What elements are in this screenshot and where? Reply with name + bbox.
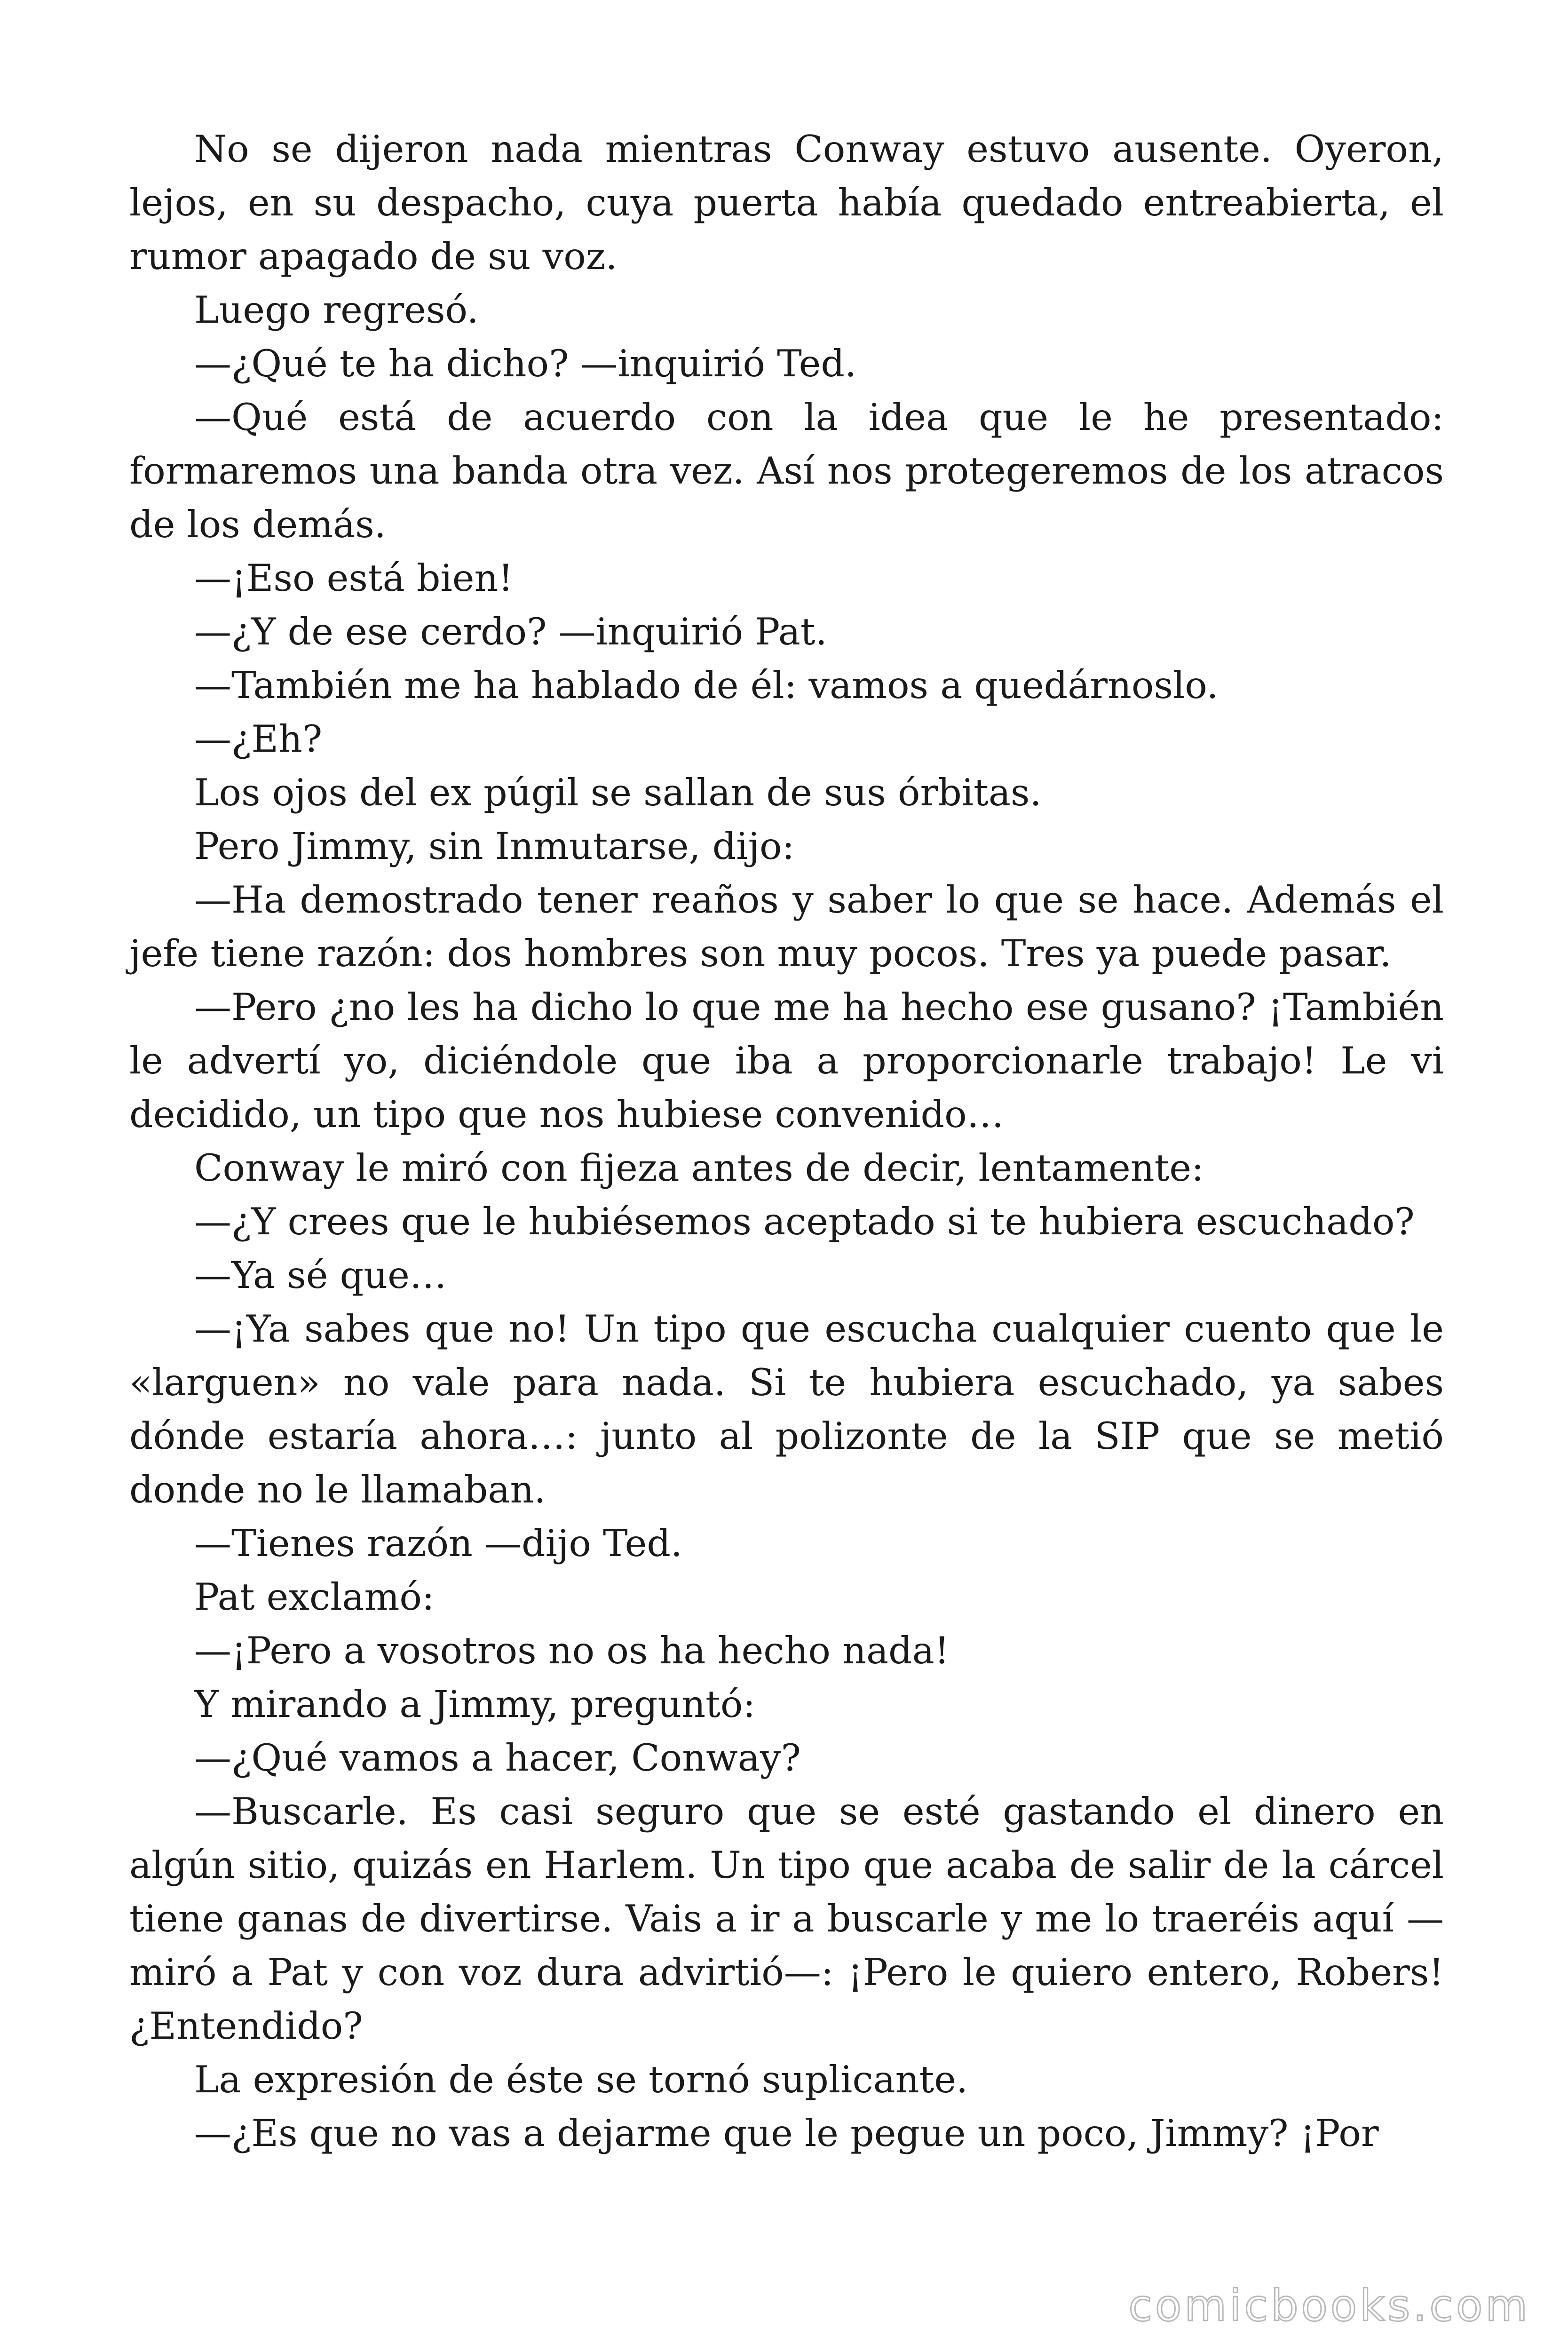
paragraph: La expresión de éste se tornó suplicante. [194, 2058, 968, 2101]
paragraph: Pat exclamó: [194, 1575, 435, 1619]
paragraph: Luego regresó. [194, 288, 479, 332]
paragraph: —¿Eh? [194, 717, 323, 761]
paragraph: —¡Pero a vosotros no os ha hecho nada! [194, 1629, 950, 1672]
paragraph: No se dijeron nada mientras Conway estuvo ausente. Oyeron, lejos, en su despacho, cuya puerta había quedado entreabierta, el rumor apagado de su voz. [129, 127, 1444, 278]
paragraph: —¿Y crees que le hubiésemos aceptado si te hubiera escuchado? [194, 1200, 1415, 1243]
paragraph: —¿Es que no vas a dejarme que le pegue un poco, Jimmy? ¡Por [194, 2112, 1379, 2155]
paragraph: Conway le miró con fijeza antes de decir, lentamente: [194, 1146, 1204, 1190]
paragraph: Los ojos del ex púgil se sallan de sus órbitas. [194, 771, 1042, 814]
paragraph: —¿Y de ese cerdo? —inquirió Pat. [194, 610, 827, 653]
paragraph: —¡Eso está bien! [194, 556, 514, 600]
watermark: comicbooks.com [1128, 2280, 1530, 2331]
paragraph: —Qué está de acuerdo con la idea que le he presentado: formaremos una banda otra vez. Así nos protegeremos de los atracos de los demás. [129, 396, 1444, 546]
paragraph: Pero Jimmy, sin Inmutarse, dijo: [194, 825, 795, 868]
paragraph: —Ha demostrado tener reaños y saber lo que se hace. Además el jefe tiene razón: dos hombres son muy pocos. Tres ya puede pasar. [129, 878, 1444, 975]
paragraph: Y mirando a Jimmy, preguntó: [194, 1683, 756, 1726]
paragraph: —¿Qué vamos a hacer, Conway? [194, 1736, 801, 1780]
paragraph: —Ya sé que… [194, 1254, 447, 1297]
paragraph: —Buscarle. Es casi seguro que se esté gastando el dinero en algún sitio, quizás en Harlem. Un tipo que acaba de salir de la cárcel tiene ganas de divertirse. Vais a ir a buscarle y me lo traeréis aquí —miró a Pat y con voz dura advirtió—: ¡Pero le quiero entero, Robers! ¿Entendido? [129, 1790, 1444, 2048]
paragraph: —También me ha hablado de él: vamos a quedárnoslo. [194, 664, 1219, 707]
paragraph: —¿Qué te ha dicho? —inquirió Ted. [194, 342, 857, 385]
paragraph: —Pero ¿no les ha dicho lo que me ha hecho ese gusano? ¡También le advertí yo, diciéndole que iba a proporcionarle trabajo! Le vi decidido, un tipo que nos hubiese convenido… [129, 985, 1444, 1136]
paragraph: —Tienes razón —dijo Ted. [194, 1522, 683, 1565]
paragraph: —¡Ya sabes que no! Un tipo que escucha cualquier cuento que le «larguen» no vale para nada. Si te hubiera escuchado, ya sabes dónde estaría ahora…: junto al polizonte de la SIP que se metió donde no le llamaban. [129, 1307, 1444, 1511]
page-text [129, 122, 1444, 2160]
